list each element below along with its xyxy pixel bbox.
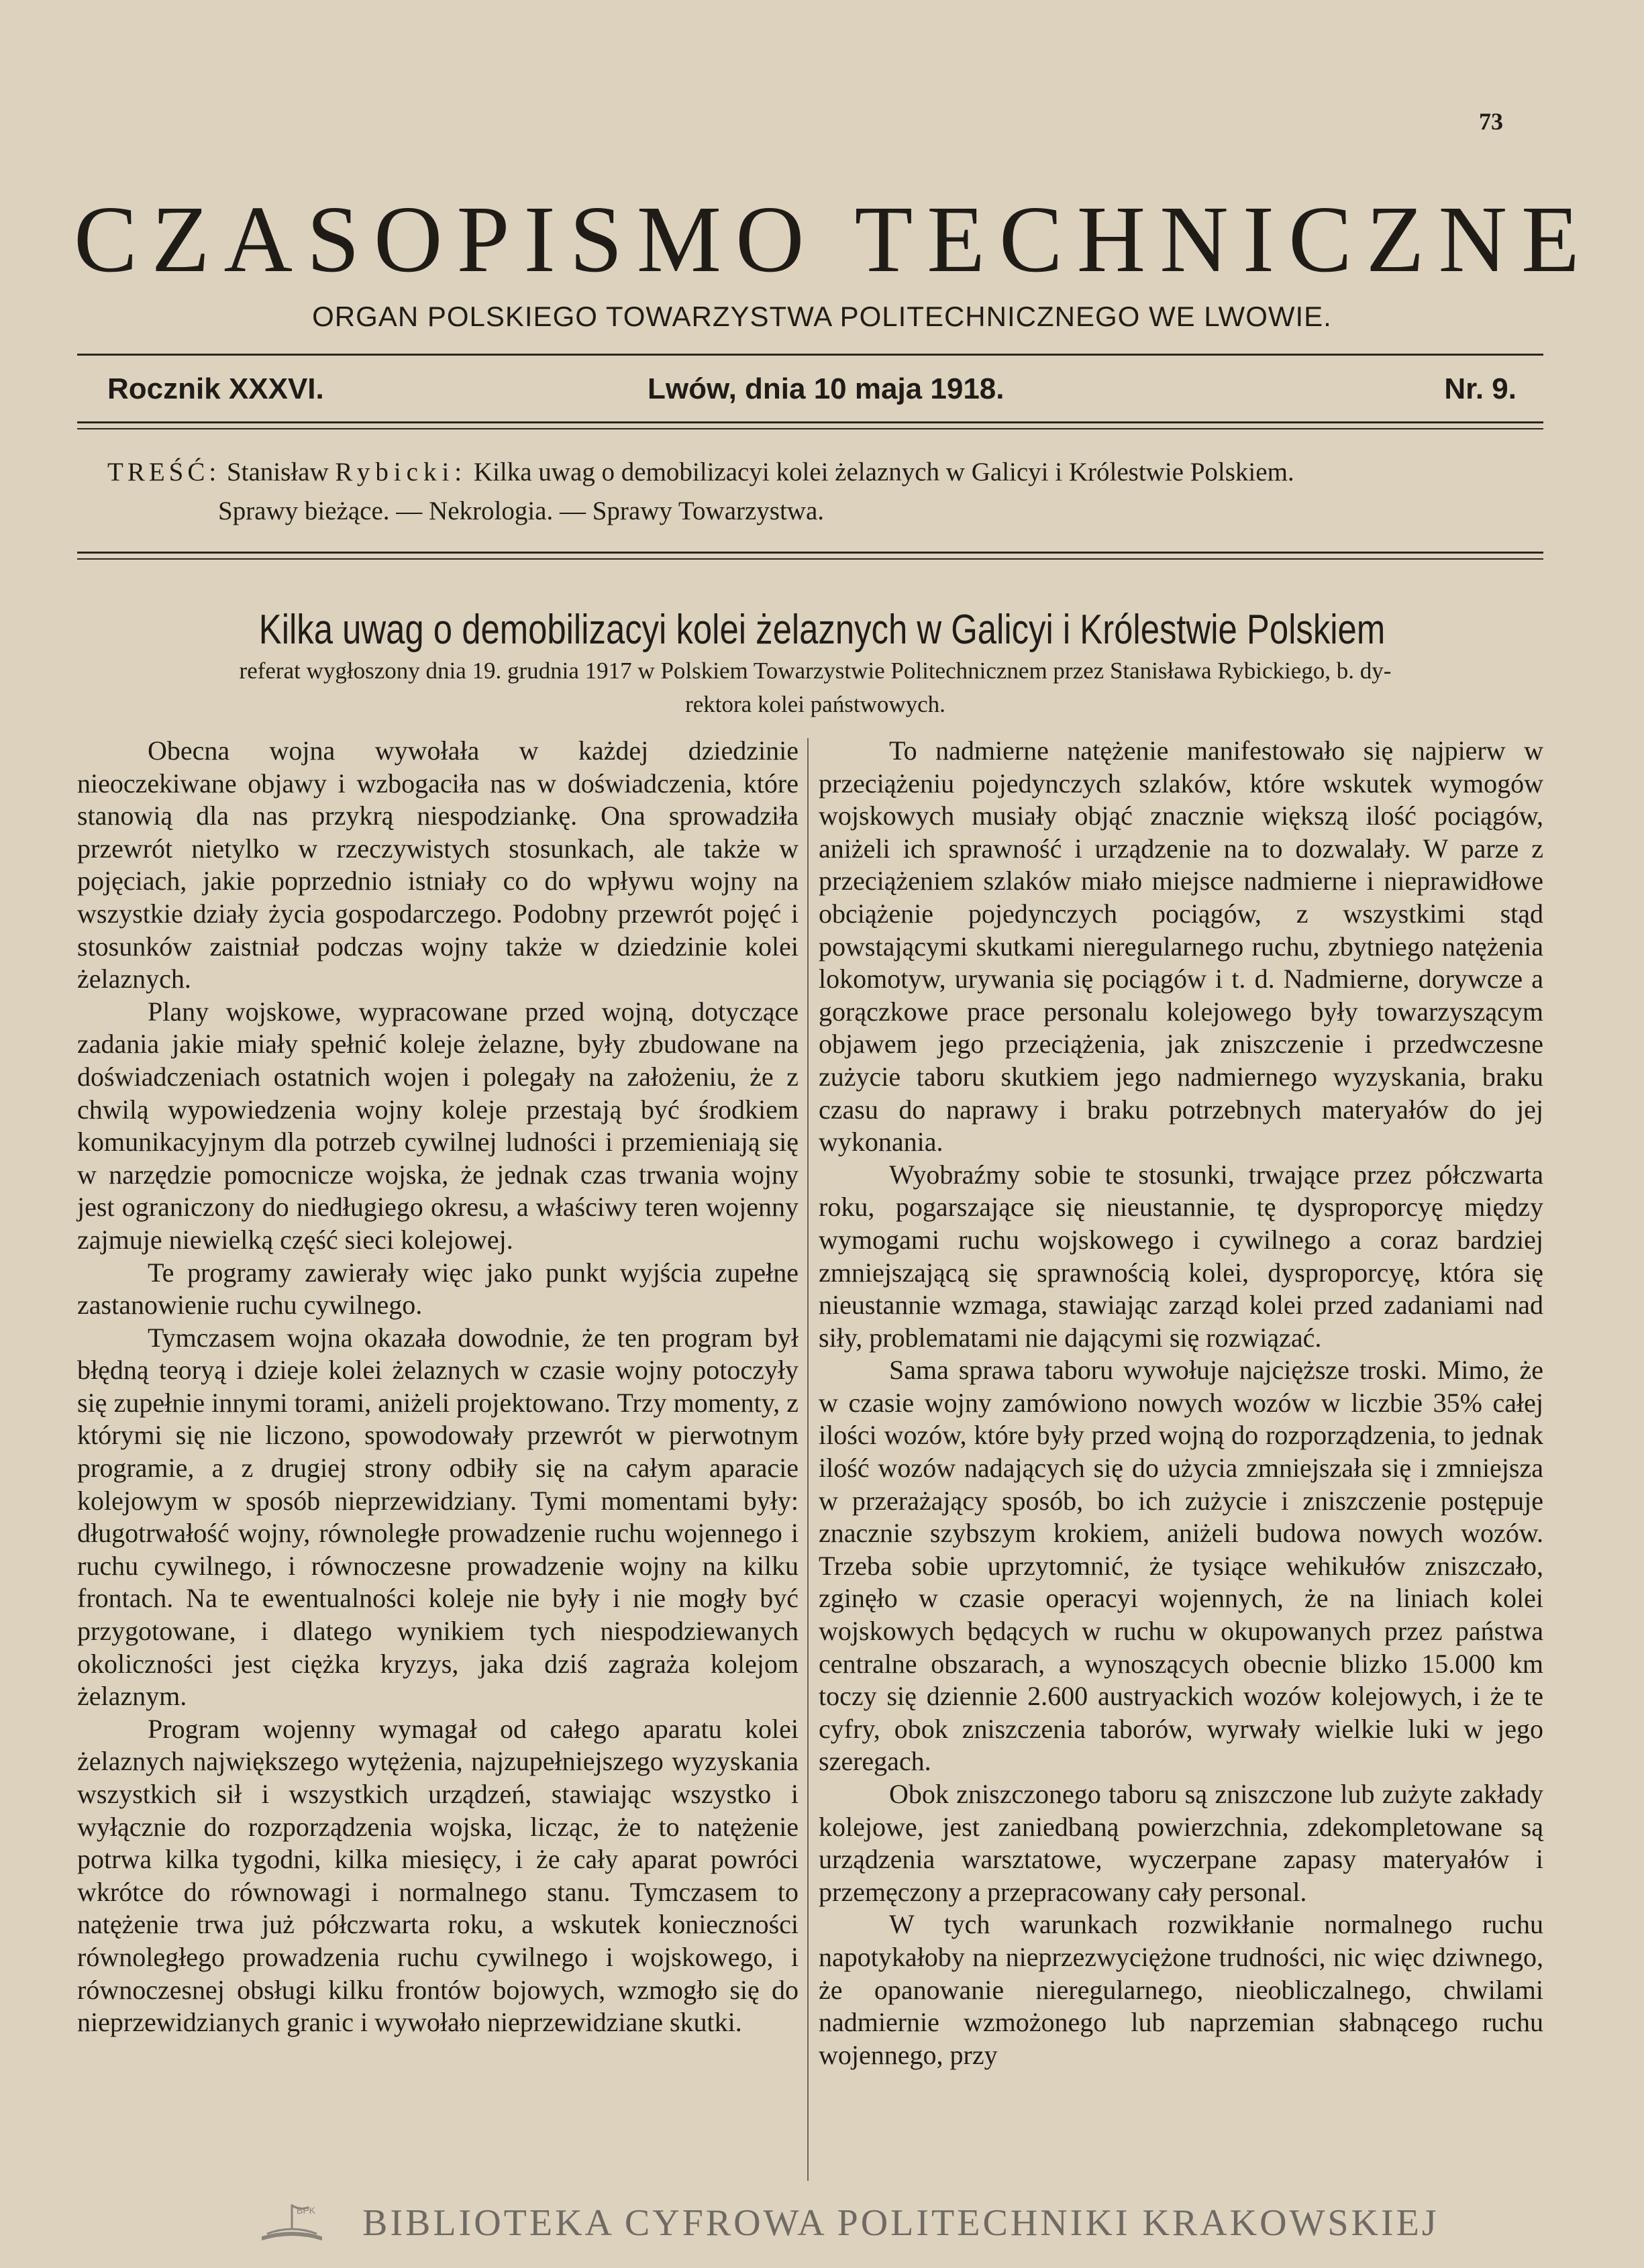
paragraph: Program wojenny wymagał od całego aparatu kolei żelaznych największego wytężenia, najzupełniejszego wyzyskania wszystkich sił i wszystkich urządzeń, stawiając wszystko i wyłącznie do rozporządzenia wojska, licząc, że to natężenie potrwa kilka tygodni, kilka miesięcy, i że cały aparat powróci wkrótce do równowagi i normalnego stanu. Tymczasem to natężenie trwa już półczwarta roku, a wskutek konieczności równoległego prowadzenia ruchu cywilnego i wojskowego, i równoczesnej obsługi kilku frontów bojowych, wzmogło się do nieprzewidzianych granic i wywołało nieprzewidziane skutki. (77, 1713, 799, 2038)
library-logo-icon (255, 2198, 329, 2251)
paragraph: Sama sprawa taboru wywołuje najcięższe troski. Mimo, że w czasie wojny zamówiono nowych wozów w liczbie 35% całej ilości wozów, które były przed wojną do rozporządzenia, to jednak ilość wozów nadających się do użycia zmniejszała się i zmniejsza w przerażający sposób, bo ich zużycie i zniszczenie postępuje znacznie szybszym krokiem, aniżeli budowa nowych wozów. Trzeba sobie uprzytomnić, że tysiące wehikułów zniszczało, zginęło w czasie operacyi wojennych, że na liniach kolei wojskowych będących w ruchu w okupowanych przez państwa centralne obszarach, a wynoszących obecnie blizko 15.000 km toczy się dziennie 2.600 austryackich wozów kolejowych, i że te cyfry, obok zniszczenia taborów, wyrwały wielkie luki w jego szeregach. (819, 1355, 1543, 1777)
issue-number: Nr. 9. (1444, 372, 1517, 405)
header-rule-top (77, 354, 1543, 356)
journal-masthead: CZASOPISMO TECHNICZNE (74, 186, 1594, 292)
article-title: Kilka uwag o demobilizacyi kolei żelaznych w Galicyi i Królestwie Polskiem (258, 607, 1386, 653)
paragraph: Te programy zawierały więc jako punkt wyjścia zupełne zastanowienie ruchu cywilnego. (77, 1257, 799, 1321)
byline-line-2: rektora kolei państwowych. (685, 691, 945, 717)
table-of-contents (107, 453, 1543, 531)
article-byline (87, 654, 1543, 721)
toc-rule-2 (77, 558, 1543, 560)
toc-line-2: Sprawy bieżące. — Nekrologia. — Sprawy Towarzystwa. (218, 497, 825, 525)
toc-label: TREŚĆ: (107, 458, 221, 486)
place-date: Lwów, dnia 10 maja 1918. (648, 372, 1005, 405)
paragraph: Obecna wojna wywołała w każdej dziedzinie nieoczekiwane objawy i wzbogaciła nas w doświadczenia, które stanowią dla nas przykrą niespodziankę. Ona sprowadziła przewrót nietylko w rzeczywistych stosunkach, ale także w pojęciach, jakie poprzednio istniały co do wpływu wojny na wszystkie działy życia gospodarczego. Podobny przewrót pojęć i stosunków zaistniał podczas wojny także w dziedzinie kolei żelaznych. (77, 735, 799, 994)
paragraph: Tymczasem wojna okazała dowodnie, że ten program był błędną teoryą i dzieje kolei żelaznych w czasie wojny potoczyły się zupełnie innymi torami, aniżeli projektowano. Trzy momenty, z którymi się nie liczono, spowodowały przewrót w pierwotnym programie, a z drugiej strony odbiły się na całym aparacie kolejowym w sposób nieprzewidziany. Tymi momentami były: długotrwałość wojny, równoległe prowadzenie ruchu wojennego i ruchu cywilnego, i równoczesne prowadzenie wojny na kilku frontach. Na te ewentualności koleje nie były i nie mogły być przygotowane, i dlatego wynikiem tych niespodziewanych okoliczności jest ciężka kryzys, jaka dziś zagraża kolejom żelaznym. (77, 1322, 799, 1712)
volume-label: Rocznik XXXVI. (107, 372, 324, 405)
paragraph: Plany wojskowe, wypracowane przed wojną, dotyczące zadania jakie miały spełnić koleje żelazne, były zbudowane na doświadczeniach ostatnich wojen i polegały na założeniu, że z chwilą wypowiedzenia wojny koleje przestają być środkiem komunikacyjnym dla potrzeb cywilnej ludności i przemieniają się w narzędzie pomocnicze wojska, że jednak czas trwania wojny jest ograniczony do niedługiego okresu, a właściwy teren wojenny zajmuje niewielką część sieci kolejowej. (77, 996, 799, 1255)
toc-author-last: Rybicki: (335, 458, 468, 486)
journal-subtitle: ORGAN POLSKIEGO TOWARZYSTWA POLITECHNICZNEGO WE LWOWIE. (312, 301, 1332, 332)
toc-rule-1 (77, 552, 1543, 554)
digital-library-footer (255, 2198, 1439, 2251)
paragraph: Wyobraźmy sobie te stosunki, trwające przez półczwarta roku, pogarszające się nieustannie, tę dysproporcyę między wymogami ruchu wojskowego i cywilnego a coraz bardziej zmniejszającą się sprawnością kolei, dysproporcyę, która się nieustannie wzmaga, stawiając zarząd kolei przed zadaniami nad siły, problematami nie dającymi się rozwiązać. (819, 1159, 1543, 1353)
issue-info-row (107, 372, 1517, 413)
toc-line-1 (107, 453, 1543, 492)
header-rule-double-1 (77, 421, 1543, 423)
left-column (77, 735, 799, 2039)
column-divider (807, 738, 809, 2181)
paragraph: Obok zniszczonego taboru są zniszczone lub zużyte zakłady kolejowe, jest zaniedbaną powierzchnia, zdekompletowane są urządzenia warsztatowe, wyczerpane zapasy materyałów i przemęczony a przepracowany cały personal. (819, 1779, 1543, 1907)
byline-line-1: referat wygłoszony dnia 19. grudnia 1917 w Polskiem Towarzystwie Politechnicznem przez Stanisława Rybickiego, b. dy- (239, 658, 1392, 684)
logo-text: BPK (297, 2205, 316, 2216)
page-number: 73 (1479, 108, 1503, 135)
header-rule-double-2 (77, 428, 1543, 429)
right-column (819, 735, 1543, 2071)
paragraph: W tych warunkach rozwikłanie normalnego ruchu napotykałoby na nieprzezwyciężone trudności, nic więc dziwnego, że opanowanie nieregularnego, nieobliczalnego, chwilami nadmiernie wzmożonego lub naprzemian słabnącego ruchu wojennego, przy (819, 1909, 1543, 2070)
library-name: BIBLIOTEKA CYFROWA POLITECHNIKI KRAKOWSKIEJ (362, 2202, 1439, 2244)
toc-entry-1: Kilka uwag o demobilizacyi kolei żelaznych w Galicyi i Królestwie Polskiem. (473, 458, 1294, 486)
paragraph: To nadmierne natężenie manifestowało się najpierw w przeciążeniu pojedynczych szlaków, które wskutek wymogów wojskowych musiały objąć znacznie większą ilość pociągów, aniżeli ich sprawność i urządzenie na to dozwalały. W parze z przeciążeniem szlaków miało miejsce nadmierne i nieprawidłowe obciążenie pojedynczych pociągów, z wszystkimi stąd powstającymi skutkami nieregularnego ruchu, zbytniego natężenia lokomotyw, urywania się pociągów i t. d. Nadmierne, dorywcze a gorączkowe prace personalu kolejowego były towarzyszącym objawem jego przeciążenia, jak zniszczenie i przedwczesne zużycie taboru skutkiem jego nadmiernego wyzyskania, braku czasu do naprawy i braku potrzebnych materyałów do jej wykonania. (819, 735, 1543, 1157)
toc-author-first: Stanisław (226, 458, 329, 486)
